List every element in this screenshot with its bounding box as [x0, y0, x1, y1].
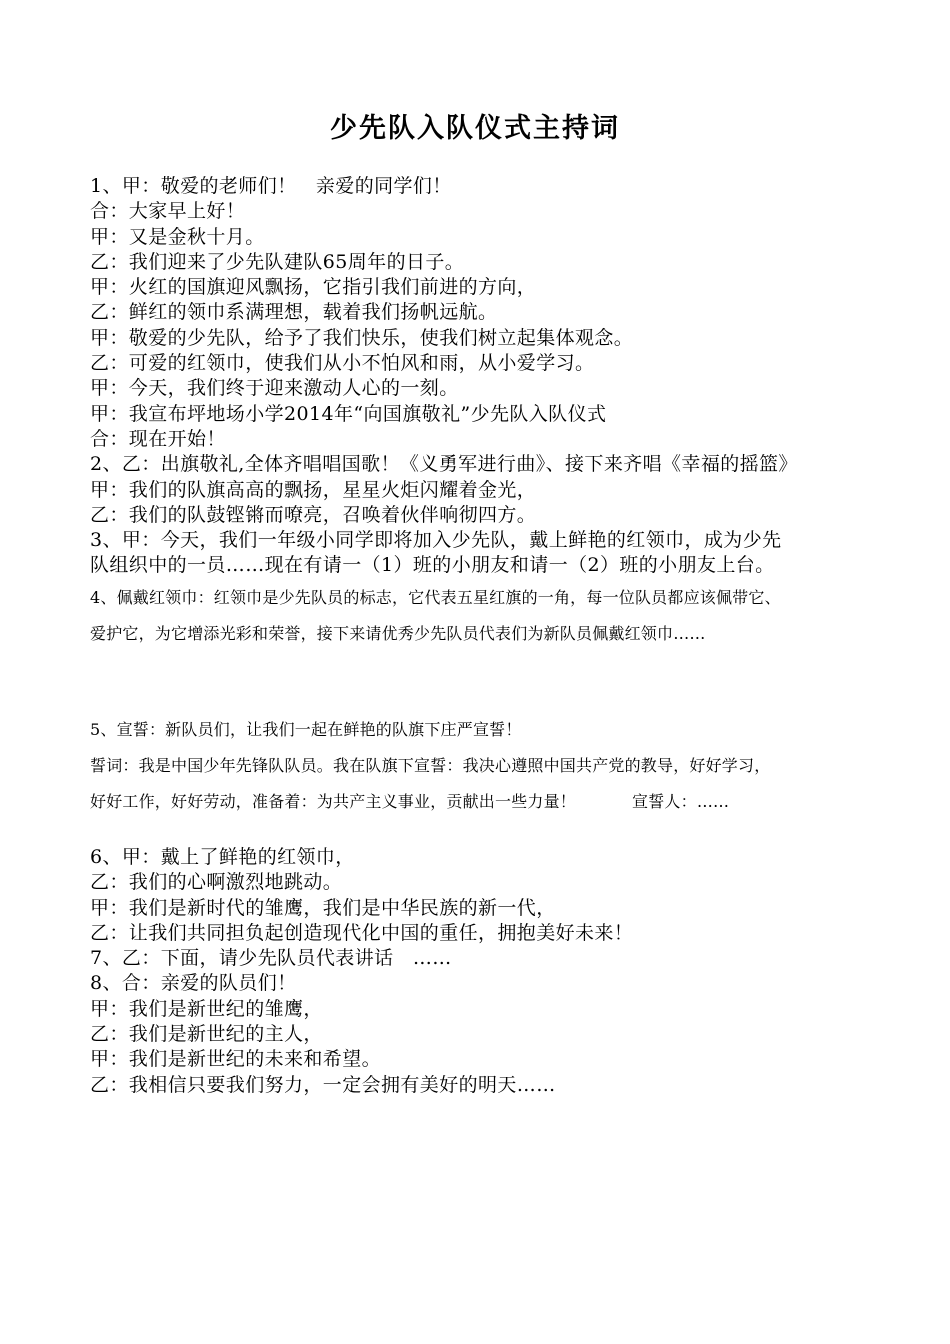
- script-line: 甲：敬爱的少先队，给予了我们快乐，使我们树立起集体观念。: [90, 326, 634, 349]
- script-line: 3、甲：今天，我们一年级小同学即将加入少先队，戴上鲜艳的红领巾，成为少先: [90, 529, 782, 552]
- document-title: 少先队入队仪式主持词: [330, 113, 620, 144]
- script-line: 队组织中的一员……现在有请一（1）班的小朋友和请一（2）班的小朋友上台。: [90, 554, 775, 577]
- script-line: 7、乙：下面，请少先队员代表讲话 ……: [90, 947, 452, 970]
- host-script-section-1: [90, 174, 890, 579]
- script-line: 乙：我们的心啊激烈地跳动。: [90, 871, 343, 894]
- host-script-section-2: [90, 845, 890, 1098]
- script-line: 6、甲：戴上了鲜艳的红领巾，: [90, 846, 355, 868]
- script-line: 誓词：我是中国少年先锋队队员。我在队旗下宣誓：我决心遵照中国共产党的教导，好好学习，: [90, 756, 771, 775]
- script-line: 甲：我们的队旗高高的飘扬，星星火炬闪耀着金光，: [90, 478, 537, 501]
- red-scarf-section: [90, 580, 890, 652]
- oath-signer: 宣誓人：……: [632, 792, 730, 811]
- script-line: 乙：让我们共同担负起创造现代化中国的重任，拥抱美好未来！: [90, 921, 634, 944]
- script-line: 4、佩戴红领巾：红领巾是少先队员的标志，它代表五星红旗的一角，每一位队员都应该佩带它、: [90, 588, 781, 607]
- oath-final-line: [90, 784, 890, 820]
- script-line: 8、合：亲爱的队员们！: [90, 972, 297, 995]
- script-line: 甲：火红的国旗迎风飘扬，它指引我们前进的方向，: [90, 276, 537, 299]
- script-line: 乙：我们迎来了少先队建队65周年的日子。: [90, 250, 465, 273]
- script-line: 合：现在开始！: [90, 427, 226, 450]
- script-line: 甲：我宣布坪地场小学2014年“向国旗敬礼”少先队入队仪式: [90, 402, 607, 425]
- script-line: 乙：我们的队鼓铿锵而嘹亮，召唤着伙伴响彻四方。: [90, 503, 537, 526]
- script-line: 乙：鲜红的领巾系满理想，载着我们扬帆远航。: [90, 301, 498, 324]
- script-line: 好好工作，好好劳动，准备着：为共产主义事业，贡献出一些力量！: [90, 792, 577, 811]
- oath-section: [90, 712, 890, 820]
- script-line: 甲：我们是新时代的雏鹰，我们是中华民族的新一代，: [90, 896, 556, 919]
- script-line: 甲：今天，我们终于迎来激动人心的一刻。: [90, 377, 459, 400]
- script-line: 合：大家早上好！: [90, 200, 246, 223]
- script-line: 乙：可爱的红领巾，使我们从小不怕风和雨，从小爱学习。: [90, 352, 595, 375]
- script-line: 甲：我们是新世纪的未来和希望。: [90, 1048, 382, 1071]
- script-line: 2、乙：出旗敬礼,全体齐唱唱国歌！《义勇军进行曲》、接下来齐唱《幸福的摇篮》: [90, 453, 798, 476]
- script-line: 乙：我们是新世纪的主人，: [90, 1023, 323, 1046]
- script-line: 甲：我们是新世纪的雏鹰，: [90, 997, 323, 1020]
- script-line: 甲：又是金秋十月。: [90, 225, 265, 248]
- script-line: 5、宣誓：新队员们，让我们一起在鲜艳的队旗下庄严宣誓！: [90, 720, 522, 739]
- script-line: 爱护它，为它增添光彩和荣誉，接下来请优秀少先队员代表们为新队员佩戴红领巾……: [90, 624, 706, 643]
- script-line: 1、甲：敬爱的老师们！ 亲爱的同学们！: [90, 175, 452, 197]
- script-line: 乙：我相信只要我们努力，一定会拥有美好的明天……: [90, 1073, 556, 1096]
